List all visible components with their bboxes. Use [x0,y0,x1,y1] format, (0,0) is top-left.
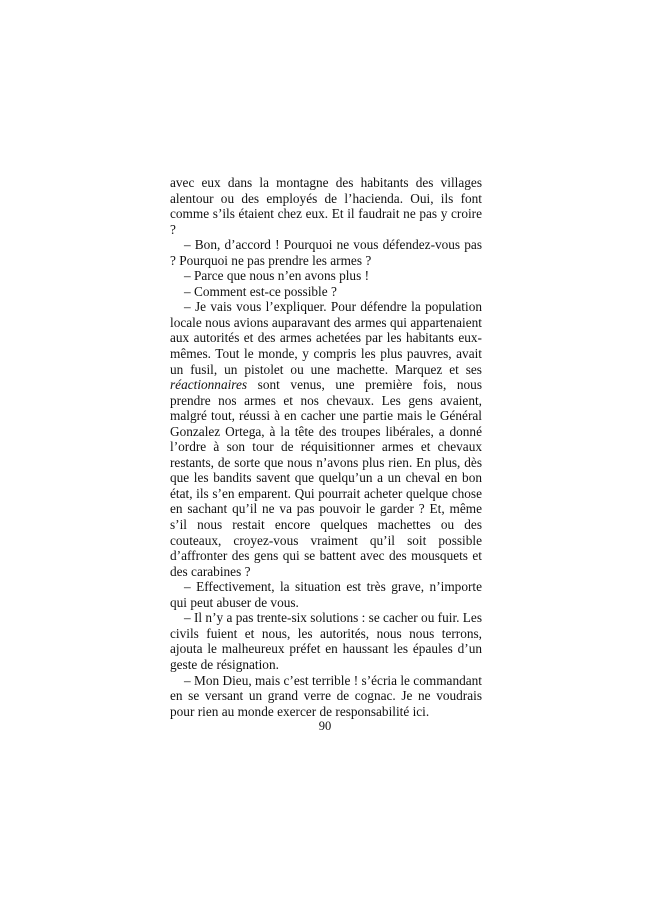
text-run: – Il n’y a pas trente-six solutions : se cacher ou fuir. Les civils fuient et nous, les autorités, nous nous terrons, ajouta le malheureux préfet en haussant les épaules d’un geste de résignation. [170,610,482,672]
body-text [170,175,482,719]
paragraph [170,284,482,300]
text-run: – Comment est-ce possible ? [184,283,337,299]
paragraph [170,268,482,284]
text-run: – Bon, d’accord ! Pourquoi ne vous défendez-vous pas ? Pourquoi ne pas prendre les armes ? [170,237,482,268]
paragraph [170,610,482,672]
text-run: – Mon Dieu, mais c’est terrible ! s’écria le commandant en se versant un grand verre de cognac. Je ne voudrais pour rien au monde exercer de responsabilité ici. [170,672,482,719]
text-run: avec eux dans la montagne des habitants des villages alentour ou des employés de l’hacienda. Oui, ils font comme s’ils étaient chez eux. Et il faudrait ne pas y croire ? [170,175,482,237]
text-run: sont venus, une première fois, nous prendre nos armes et nos chevaux. Les gens avaient, malgré tout, réussi à en cacher une partie mais le Général Gonzalez Ortega, à la tête des troupes libérales, a donné l’ordre à son tour de réquisitionner armes et chevaux restants, de sorte que nous n’avons plus rien. En plus, dès que les bandits savent que quelqu’un a un cheval en bon état, ils s’en emparent. Qui pourrait acheter quelque chose en sachant qu’il ne va pas pouvoir le garder ? Et, même s’il nous restait encore quelques machettes ou des couteaux, croyez-vous vraiment qu’il soit possible d’affronter des gens qui se battent avec des mousquets et des carabines ? [170,377,482,579]
page-number: 90 [318,719,332,733]
text-run: – Effectivement, la situation est très grave, n’importe qui peut abuser de vous. [170,579,482,610]
paragraph [170,673,482,720]
paragraph [170,299,482,579]
paragraph [170,237,482,268]
text-run: – Je vais vous l’expliquer. Pour défendre la population locale nous avions auparavant des armes qui appartenaient aux autorités et des armes achetées par les habitants eux-mêmes. Tout le monde, y compris les plus pauvres, avait un fusil, un pistolet ou une machette. Marquez et ses [170,299,482,377]
text-run: – Parce que nous n’en avons plus ! [184,268,370,284]
paragraph [170,579,482,610]
paragraph [170,175,482,237]
italic-text: réactionnaires [170,377,248,393]
